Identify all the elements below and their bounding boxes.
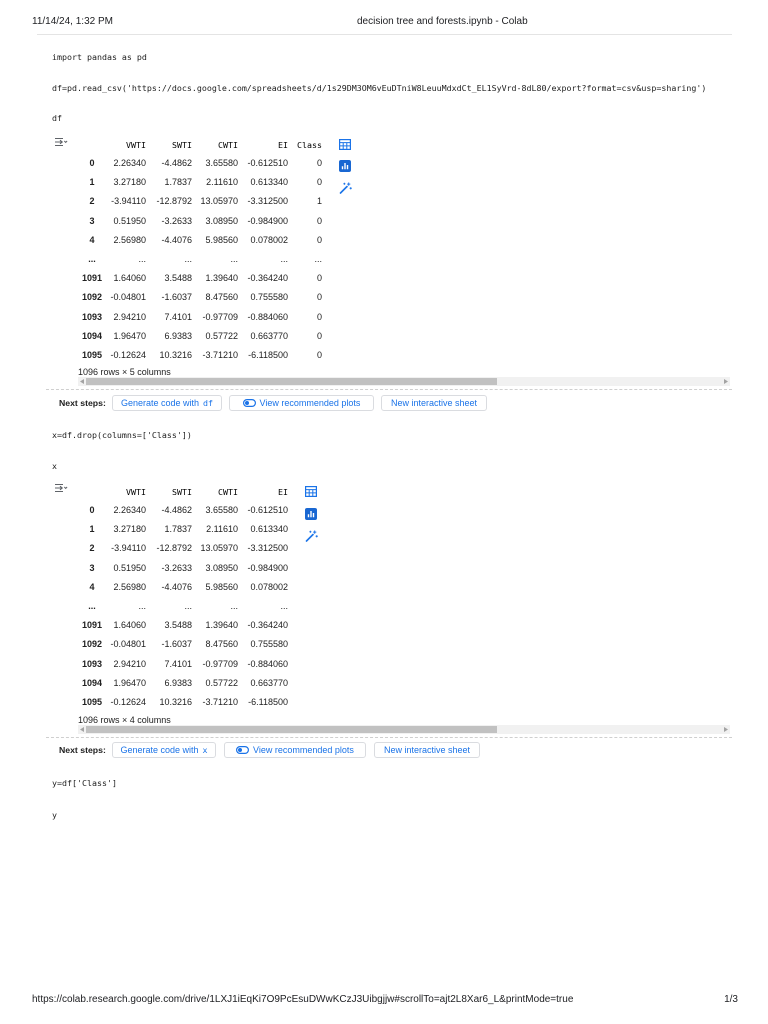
- table-cell: -6.118500: [248, 349, 288, 360]
- table-cell: 5.98560: [205, 234, 238, 245]
- table-row: [78, 559, 292, 578]
- scrollbar-thumb[interactable]: [86, 726, 497, 733]
- output-divider: [46, 389, 732, 390]
- table-cell: 10.3216: [159, 349, 192, 360]
- table-row: [78, 597, 292, 616]
- row-index: 3: [89, 562, 95, 573]
- column-header-swti: SWTI: [172, 486, 192, 497]
- dataframe-shape: 1096 rows × 4 columns: [78, 715, 171, 725]
- table-cell: 0: [316, 330, 322, 341]
- table-cell: ...: [138, 601, 146, 612]
- output-divider: [46, 737, 732, 738]
- column-header-swti: SWTI: [172, 139, 192, 150]
- code-cell-y[interactable]: y: [52, 810, 57, 820]
- table-cell: ...: [280, 254, 288, 265]
- table-row: [78, 539, 292, 558]
- scroll-left-arrow-icon[interactable]: [79, 727, 85, 732]
- table-cell: 10.3216: [159, 696, 192, 707]
- table-cell: -0.97709: [202, 658, 238, 669]
- column-header-class: Class: [297, 139, 322, 150]
- table-cell: 0: [316, 273, 322, 284]
- table-cell: 0: [316, 158, 322, 169]
- table-cell: 3.5488: [164, 273, 192, 284]
- table-cell: 0.51950: [113, 215, 146, 226]
- new-interactive-sheet-button[interactable]: [374, 742, 480, 758]
- table-cell: 2.26340: [113, 158, 146, 169]
- table-row: [78, 212, 326, 231]
- table-cell: 1.96470: [113, 677, 146, 688]
- table-cell: 0: [316, 292, 322, 303]
- table-cell: -6.118500: [248, 696, 288, 707]
- table-cell: 1.64060: [113, 273, 146, 284]
- table-icon[interactable]: [339, 139, 351, 150]
- generate-code-label: Generate code with: [120, 398, 200, 408]
- table-cell: 7.4101: [164, 311, 192, 322]
- header-divider: [37, 34, 732, 35]
- scroll-right-arrow-icon[interactable]: [723, 727, 729, 732]
- table-row: [78, 635, 292, 654]
- row-index: 2: [89, 543, 95, 554]
- table-cell: ...: [230, 254, 238, 265]
- table-cell: 8.47560: [205, 639, 238, 650]
- table-cell: 6.9383: [164, 330, 192, 341]
- table-cell: -3.2633: [161, 215, 192, 226]
- table-cell: 3.65580: [205, 158, 238, 169]
- table-cell: 8.47560: [205, 292, 238, 303]
- generate-code-button[interactable]: [112, 395, 222, 411]
- row-index: 1092: [81, 639, 103, 650]
- table-cell: 0.078002: [250, 234, 288, 245]
- table-row: [78, 269, 326, 288]
- scroll-left-arrow-icon[interactable]: [79, 379, 85, 384]
- table-cell: 0: [316, 215, 322, 226]
- code-cell-import-pandas[interactable]: import pandas as pd: [52, 52, 147, 62]
- table-cell: ...: [184, 601, 192, 612]
- table-cell: -4.4862: [161, 505, 192, 516]
- table-cell: -3.94110: [111, 196, 146, 207]
- table-cell: -3.312500: [247, 196, 288, 207]
- table-cell: -0.12624: [110, 349, 146, 360]
- table-cell: 1.39640: [205, 273, 238, 284]
- new-sheet-label: New interactive sheet: [383, 745, 471, 755]
- table-cell: 0.613340: [250, 524, 288, 535]
- table-row: [78, 501, 292, 520]
- table-row: [78, 616, 292, 635]
- table-cell: 3.08950: [205, 215, 238, 226]
- row-index: 1092: [81, 292, 103, 303]
- column-header-ei: EI: [278, 139, 288, 150]
- code-cell-x[interactable]: x: [52, 461, 57, 471]
- next-steps-label: Next steps:: [59, 398, 106, 408]
- dataframe-shape: 1096 rows × 5 columns: [78, 367, 171, 377]
- table-row: [78, 693, 292, 712]
- table-cell: -1.6037: [161, 639, 192, 650]
- column-header-cwti: CWTI: [218, 139, 238, 150]
- table-cell: 1.39640: [205, 620, 238, 631]
- table-cell: 2.56980: [113, 234, 146, 245]
- table-cell: -3.94110: [111, 543, 146, 554]
- view-plots-label: View recommended plots: [259, 398, 361, 408]
- table-cell: 1.7837: [164, 524, 192, 535]
- table-cell: -0.97709: [202, 311, 238, 322]
- magic-wand-icon[interactable]: [305, 530, 318, 542]
- new-interactive-sheet-button[interactable]: [381, 395, 487, 411]
- table-cell: 1.96470: [113, 330, 146, 341]
- table-cell: 0: [316, 311, 322, 322]
- print-datetime: 11/14/24, 1:32 PM: [32, 16, 113, 27]
- table-cell: 0.57722: [205, 677, 238, 688]
- table-cell: 2.11610: [206, 524, 238, 535]
- table-cell: 6.9383: [164, 677, 192, 688]
- table-cell: -0.364240: [247, 273, 288, 284]
- table-icon[interactable]: [305, 486, 317, 497]
- table-cell: 2.56980: [113, 581, 146, 592]
- table-cell: -3.2633: [161, 562, 192, 573]
- table-row: [78, 308, 326, 327]
- view-recommended-plots-button[interactable]: [229, 395, 374, 411]
- row-index: 4: [89, 581, 95, 592]
- view-plots-label: View recommended plots: [253, 745, 354, 755]
- scroll-right-arrow-icon[interactable]: [723, 379, 729, 384]
- generate-code-label: Generate code with: [120, 745, 199, 755]
- row-index: ...: [88, 254, 96, 265]
- column-header-vwti: VWTI: [126, 486, 146, 497]
- dataframe-table-x: [78, 483, 292, 712]
- table-row: [78, 154, 326, 173]
- table-row: [78, 674, 292, 693]
- table-cell: 1.7837: [164, 177, 192, 188]
- notebook-title: decision tree and forests.ipynb - Colab: [357, 16, 528, 27]
- table-cell: ...: [230, 601, 238, 612]
- next-steps-bar: [59, 395, 487, 411]
- table-row: [78, 578, 292, 597]
- table-cell: 3.27180: [113, 524, 146, 535]
- output-toggle-icon[interactable]: [54, 137, 68, 147]
- row-index: 1095: [81, 696, 103, 707]
- row-index: ...: [88, 601, 96, 612]
- dataframe-table-df: [78, 136, 326, 365]
- magic-wand-icon[interactable]: [339, 182, 352, 194]
- table-row: [78, 173, 326, 192]
- table-cell: 0.755580: [250, 639, 288, 650]
- row-index: 1091: [81, 273, 103, 284]
- chart-icon[interactable]: [305, 508, 317, 520]
- index-header: [78, 136, 106, 154]
- table-row: [78, 231, 326, 250]
- row-index: 1093: [81, 311, 103, 322]
- page-number: 1/3: [724, 994, 738, 1005]
- view-recommended-plots-button[interactable]: [224, 742, 366, 758]
- next-steps-bar: [59, 742, 480, 758]
- column-header-ei: EI: [278, 486, 288, 497]
- table-row: [78, 520, 292, 539]
- generate-code-variable: df: [203, 398, 214, 408]
- generate-code-variable: x: [202, 745, 208, 755]
- table-cell: 13.05970: [200, 543, 238, 554]
- table-cell: -0.612510: [247, 158, 288, 169]
- scrollbar-thumb[interactable]: [86, 378, 497, 385]
- table-cell: 3.08950: [205, 562, 238, 573]
- table-cell: -0.04801: [110, 292, 146, 303]
- table-row: [78, 250, 326, 269]
- row-index: 0: [89, 505, 95, 516]
- table-cell: 2.11610: [206, 177, 238, 188]
- table-cell: 1.64060: [113, 620, 146, 631]
- row-index: 2: [89, 196, 95, 207]
- table-header-row: [78, 483, 292, 501]
- row-index: 1095: [81, 349, 103, 360]
- table-cell: 0.613340: [250, 177, 288, 188]
- table-cell: -0.612510: [247, 505, 288, 516]
- table-row: [78, 655, 292, 674]
- table-row: [78, 327, 326, 346]
- table-cell: -0.364240: [247, 620, 288, 631]
- new-sheet-label: New interactive sheet: [390, 398, 478, 408]
- row-index: 1094: [81, 330, 103, 341]
- row-index: 1: [89, 524, 95, 535]
- table-cell: -0.984900: [247, 562, 288, 573]
- table-cell: 2.94210: [113, 311, 146, 322]
- table-cell: 2.94210: [113, 658, 146, 669]
- table-cell: -4.4076: [161, 581, 192, 592]
- table-cell: 7.4101: [164, 658, 192, 669]
- table-cell: -0.04801: [110, 639, 146, 650]
- table-cell: -0.884060: [247, 658, 288, 669]
- code-cell-y-assign[interactable]: y=df['Class']: [52, 778, 117, 788]
- page-url: https://colab.research.google.com/drive/1LXJ1iEqKi7O9PcEsuDWwKCzJ3Uibgjjw#scrollTo=ajt2L8Xar6_L&printMode=true: [32, 994, 574, 1005]
- table-cell: 0.663770: [250, 330, 288, 341]
- table-cell: 5.98560: [205, 581, 238, 592]
- table-cell: 0.078002: [250, 581, 288, 592]
- table-cell: 0: [316, 177, 322, 188]
- column-header-vwti: VWTI: [126, 139, 146, 150]
- chart-icon[interactable]: [339, 160, 351, 172]
- table-cell: -0.884060: [247, 311, 288, 322]
- table-cell: ...: [184, 254, 192, 265]
- table-cell: 3.65580: [205, 505, 238, 516]
- row-index: 1094: [81, 677, 103, 688]
- table-header-row: [78, 136, 326, 154]
- column-header-cwti: CWTI: [218, 486, 238, 497]
- table-cell: 0.51950: [113, 562, 146, 573]
- table-cell: -0.984900: [247, 215, 288, 226]
- table-cell: 0.663770: [250, 677, 288, 688]
- code-cell-drop-class[interactable]: x=df.drop(columns=['Class']): [52, 430, 192, 440]
- table-cell: -1.6037: [161, 292, 192, 303]
- row-index: 1093: [81, 658, 103, 669]
- horizontal-scrollbar[interactable]: [78, 725, 730, 734]
- plots-toggle-icon: [236, 746, 249, 754]
- index-header: [78, 483, 106, 501]
- next-steps-label: Next steps:: [59, 745, 106, 755]
- row-index: 1: [89, 177, 95, 188]
- table-cell: -12.8792: [156, 543, 192, 554]
- table-cell: 13.05970: [200, 196, 238, 207]
- table-cell: 0: [316, 349, 322, 360]
- table-cell: -4.4862: [161, 158, 192, 169]
- table-cell: 3.5488: [164, 620, 192, 631]
- table-cell: ...: [138, 254, 146, 265]
- table-cell: 0.755580: [250, 292, 288, 303]
- table-cell: -4.4076: [161, 234, 192, 245]
- table-cell: 0: [316, 234, 322, 245]
- generate-code-button[interactable]: [112, 742, 216, 758]
- table-cell: 2.26340: [113, 505, 146, 516]
- table-cell: -0.12624: [110, 696, 146, 707]
- horizontal-scrollbar[interactable]: [78, 377, 730, 386]
- row-index: 1091: [81, 620, 103, 631]
- table-row: [78, 346, 326, 365]
- table-cell: -12.8792: [156, 196, 192, 207]
- row-index: 0: [89, 158, 95, 169]
- output-toggle-icon[interactable]: [54, 483, 68, 493]
- table-cell: -3.71210: [202, 696, 238, 707]
- table-row: [78, 288, 326, 307]
- table-cell: -3.312500: [247, 543, 288, 554]
- row-index: 3: [89, 215, 95, 226]
- code-cell-read-csv[interactable]: df=pd.read_csv('https://docs.google.com/spreadsheets/d/1s29DM3OM6vEuDTniW8LeuuMdxdCt_EL1SyVrd-8dL80/export?format=csv&usp=sharing'): [52, 83, 707, 93]
- code-cell-df[interactable]: df: [52, 113, 62, 123]
- table-cell: -3.71210: [202, 349, 238, 360]
- table-cell: ...: [314, 254, 322, 265]
- table-cell: 0.57722: [205, 330, 238, 341]
- row-index: 4: [89, 234, 95, 245]
- table-cell: ...: [280, 601, 288, 612]
- plots-toggle-icon: [243, 399, 256, 407]
- table-row: [78, 192, 326, 211]
- table-cell: 1: [316, 196, 322, 207]
- table-cell: 3.27180: [113, 177, 146, 188]
